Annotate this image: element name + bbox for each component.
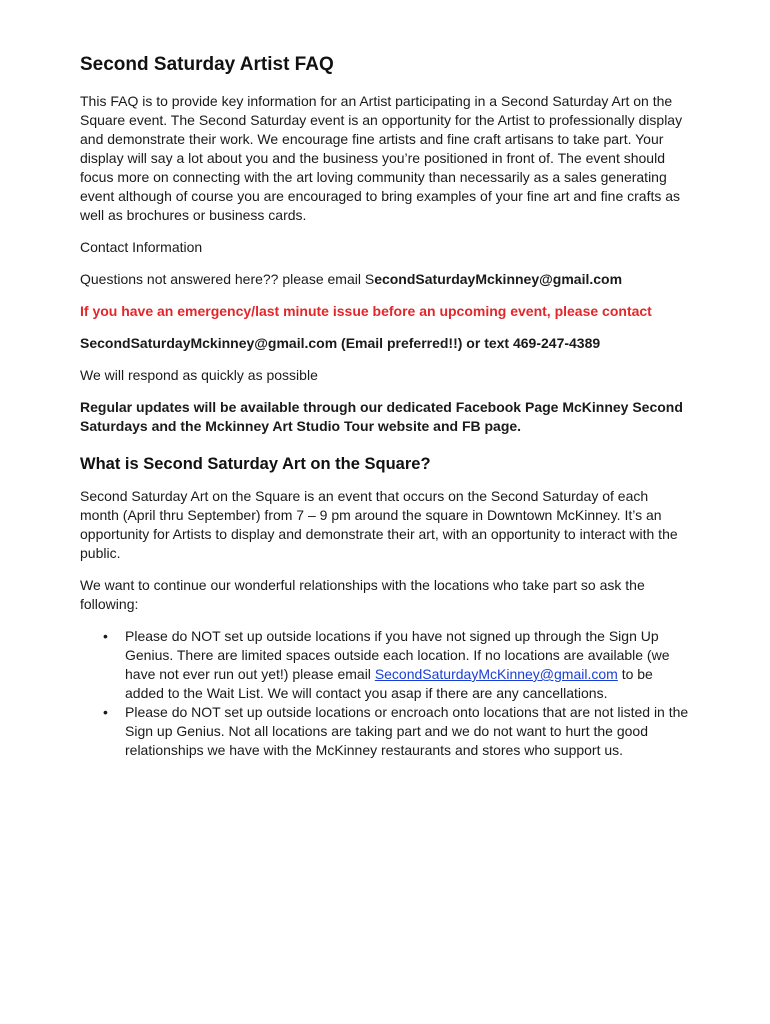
section-paragraph-1: Second Saturday Art on the Square is an event that occurs on the Second Saturday of each month (April thru September) from 7 – 9 pm around the square in Downtown McKinney. It’s an opportunity for Artists to display and demonstrate their art, with an opportunity to interact with the public. [80,488,678,561]
questions-prefix: Questions not answered here?? please email S [80,271,375,287]
questions-line [80,270,690,289]
respond-line: We will respond as quickly as possible [80,367,318,383]
section-paragraph-2: We want to continue our wonderful relationships with the locations who take part so ask the following: [80,577,645,612]
section-heading: What is Second Saturday Art on the Square? [80,455,431,473]
page-title: Second Saturday Artist FAQ [80,54,334,75]
list-item [103,703,690,760]
list-item [103,627,690,703]
emergency-line: If you have an emergency/last minute issue before an upcoming event, please contact [80,303,652,319]
intro-paragraph: This FAQ is to provide key information for an Artist participating in a Second Saturday Art on the Square event. The Second Saturday event is an opportunity for the Artist to professionally display and demonstrate their work. We encourage fine artists and fine craft artisans to take part. Your display will say a lot about you and the business you’re positioned in front of. The event should focus more on connecting with the art loving community than necessarily as a sales generating event although of course you are encouraged to bring examples of your fine art and fine crafts as well as brochures or business cards. [80,93,683,223]
rules-list [80,627,690,760]
bullet-icon: • [103,704,108,720]
questions-email: econdSaturdayMckinney@gmail.com [374,271,623,287]
updates-line: Regular updates will be available through our dedicated Facebook Page McKinney Second Saturdays and the Mckinney Art Studio Tour website and FB page. [80,399,683,434]
document-page [80,52,690,760]
contact-heading: Contact Information [80,239,203,255]
list-item-text: Please do NOT set up outside locations if you have not signed up through the Sign Up Genius. There are limited spaces outside each location. If no locations are available (we have not ever run out yet!) please email [125,628,670,682]
list-item-text: to be added to the Wait List. We will contact you asap if there are any cancellations. [125,666,653,701]
bullet-icon: • [103,628,108,644]
email-link[interactable]: SecondSaturdayMcKinney@gmail.com [374,666,618,682]
list-item-text: Please do NOT set up outside locations or encroach onto locations that are not listed in the Sign up Genius. Not all locations are taking part and we do not want to hurt the good relationships we have with the McKinney restaurants and stores who support us. [125,704,689,758]
emergency-contact: SecondSaturdayMckinney@gmail.com (Email preferred!!) or text 469-247-4389 [80,335,601,351]
